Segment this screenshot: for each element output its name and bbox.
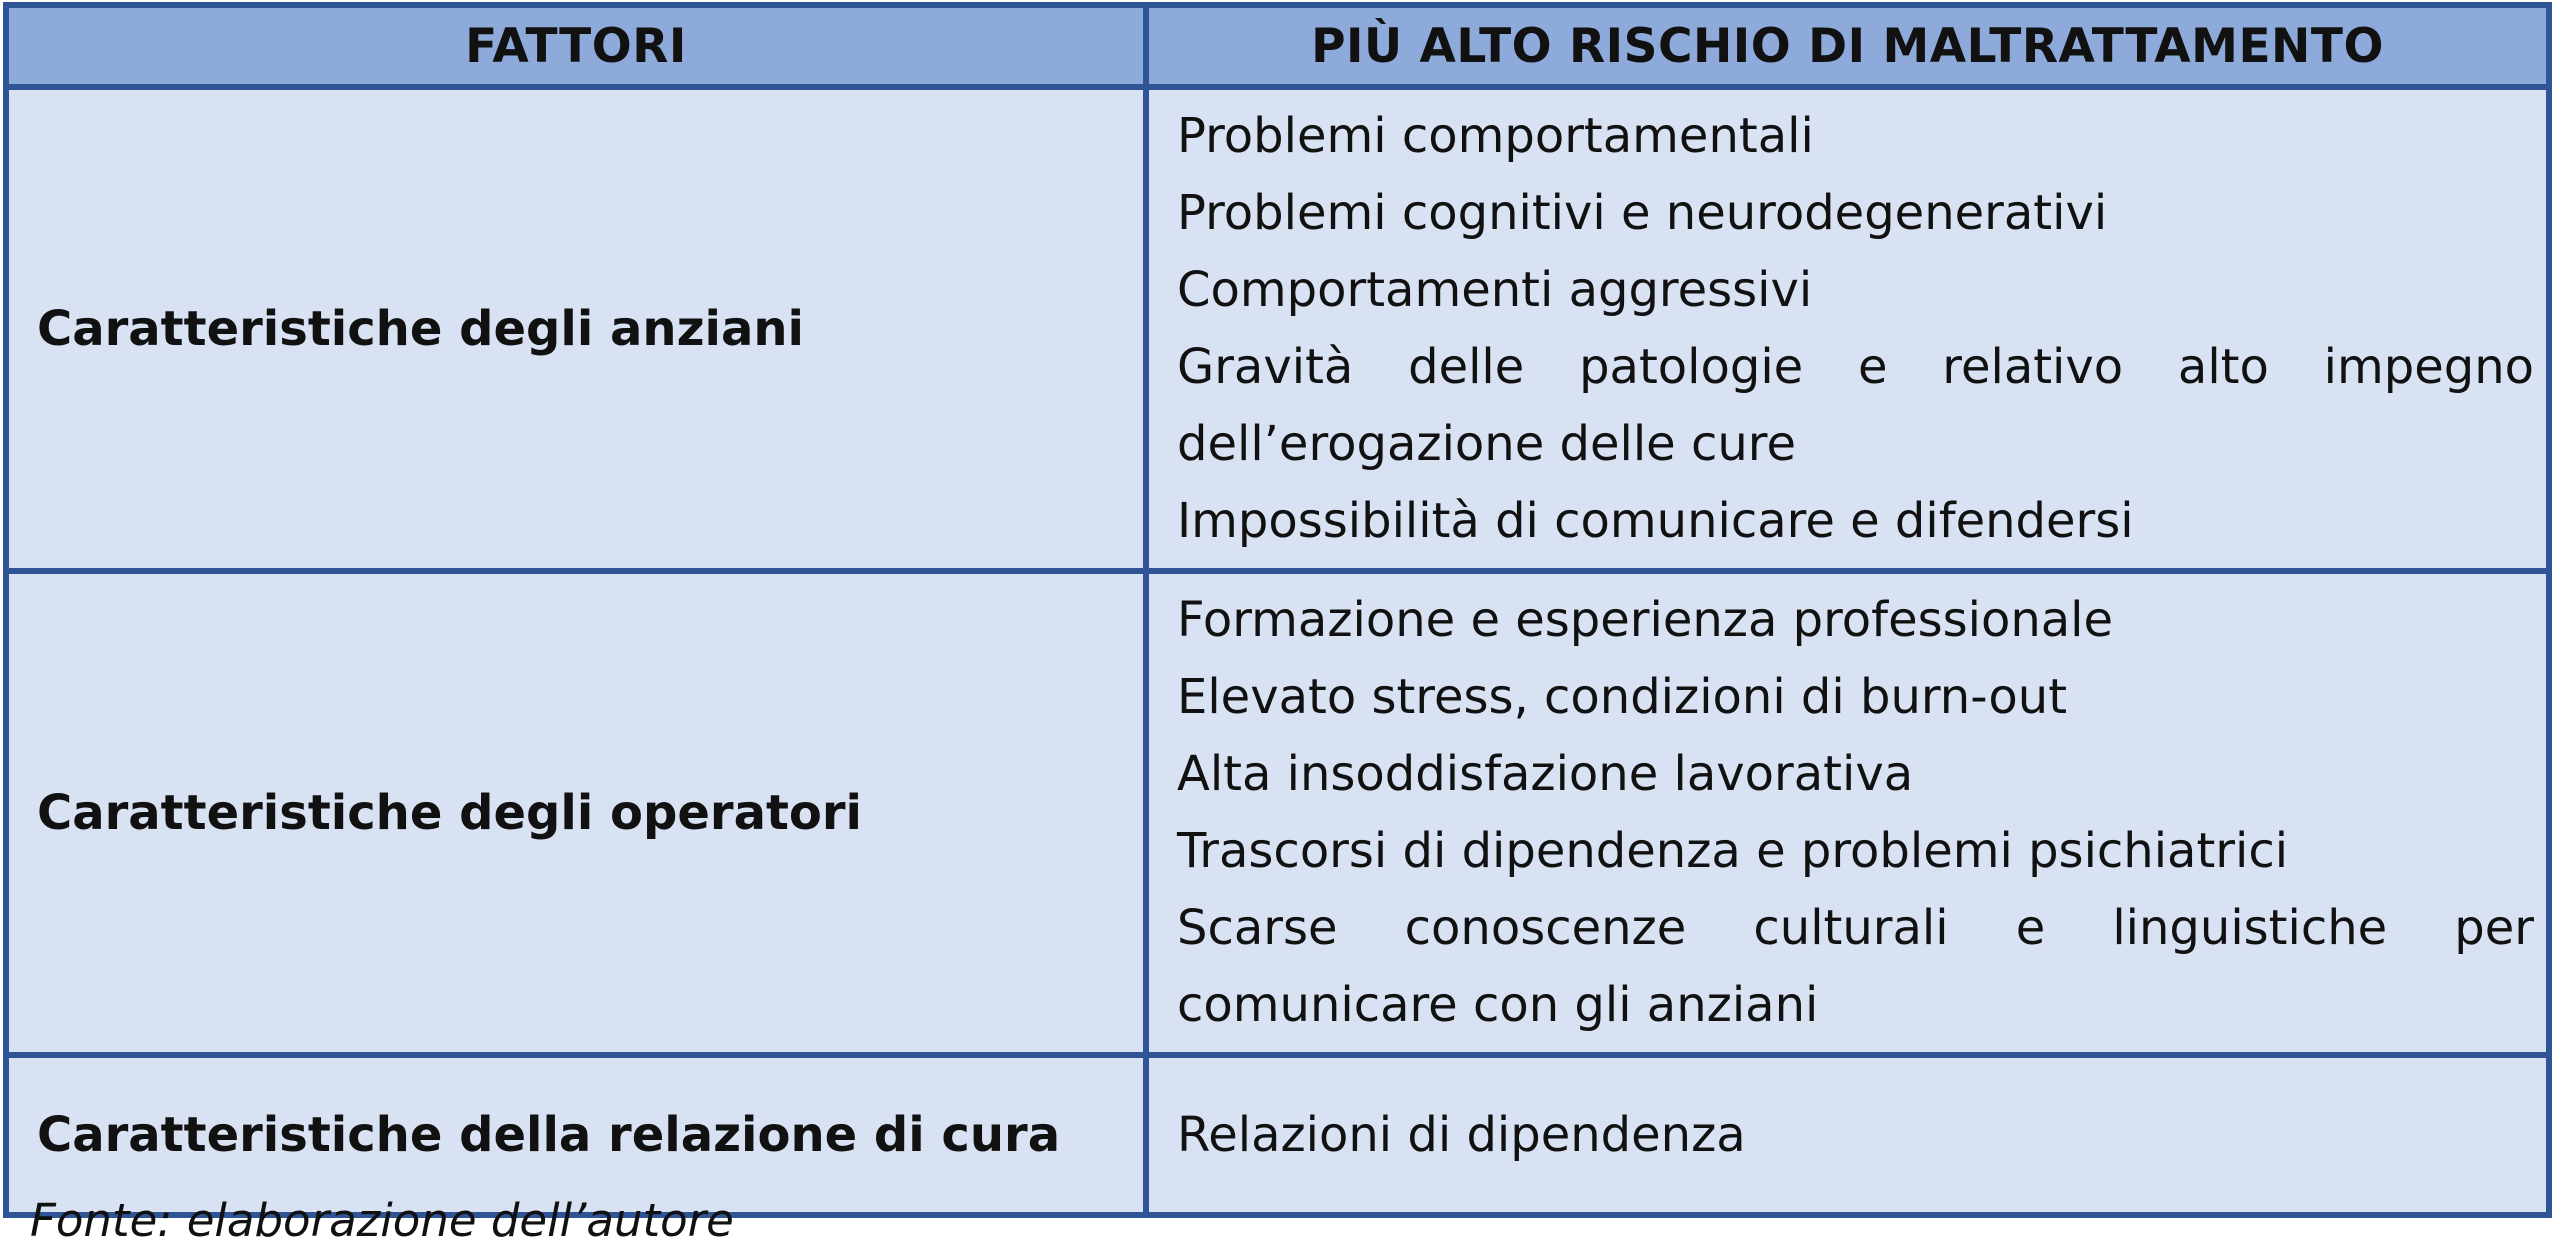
risk-item: Formazione e esperienza professionale (1177, 592, 2114, 648)
risk-cell-elderly (1146, 87, 2549, 571)
table-header-row (6, 5, 2549, 87)
risk-item: Trascorsi di dipendenza e problemi psichiatrici (1177, 823, 2289, 879)
table-row (6, 571, 2549, 1055)
risk-factors-table (3, 2, 2552, 1218)
source-note: Fonte: elaborazione dell’autore (30, 1194, 734, 1247)
risk-item: Impossibilità di comunicare e difendersi (1177, 493, 2134, 549)
risk-cell-operators (1146, 571, 2549, 1055)
risk-item: Comportamenti aggressivi (1177, 262, 1813, 318)
risk-cell-care-relationship (1146, 1055, 2549, 1215)
table-row (6, 1055, 2549, 1215)
factor-cell-care-relationship: Caratteristiche della relazione di cura (6, 1055, 1146, 1215)
risk-item: Relazioni di dipendenza (1177, 1106, 1746, 1163)
factor-cell-elderly: Caratteristiche degli anziani (6, 87, 1146, 571)
table-row (6, 87, 2549, 571)
header-factors: FATTORI (6, 5, 1146, 87)
risk-item: Problemi comportamentali (1177, 108, 1814, 164)
risk-item: Problemi cognitivi e neurodegenerativi (1177, 185, 2108, 241)
risk-item: Elevato stress, condizioni di burn-out (1177, 669, 2068, 725)
risk-item: Scarse conoscenze culturali e linguistiche per comunicare con gli anziani (1177, 900, 2534, 1033)
factor-cell-operators: Caratteristiche degli operatori (6, 571, 1146, 1055)
risk-item: Gravità delle patologie e relativo alto impegno dell’erogazione delle cure (1177, 339, 2534, 472)
risk-item: Alta insoddisfazione lavorativa (1177, 746, 1914, 802)
header-risk: PIÙ ALTO RISCHIO DI MALTRATTAMENTO (1146, 5, 2549, 87)
